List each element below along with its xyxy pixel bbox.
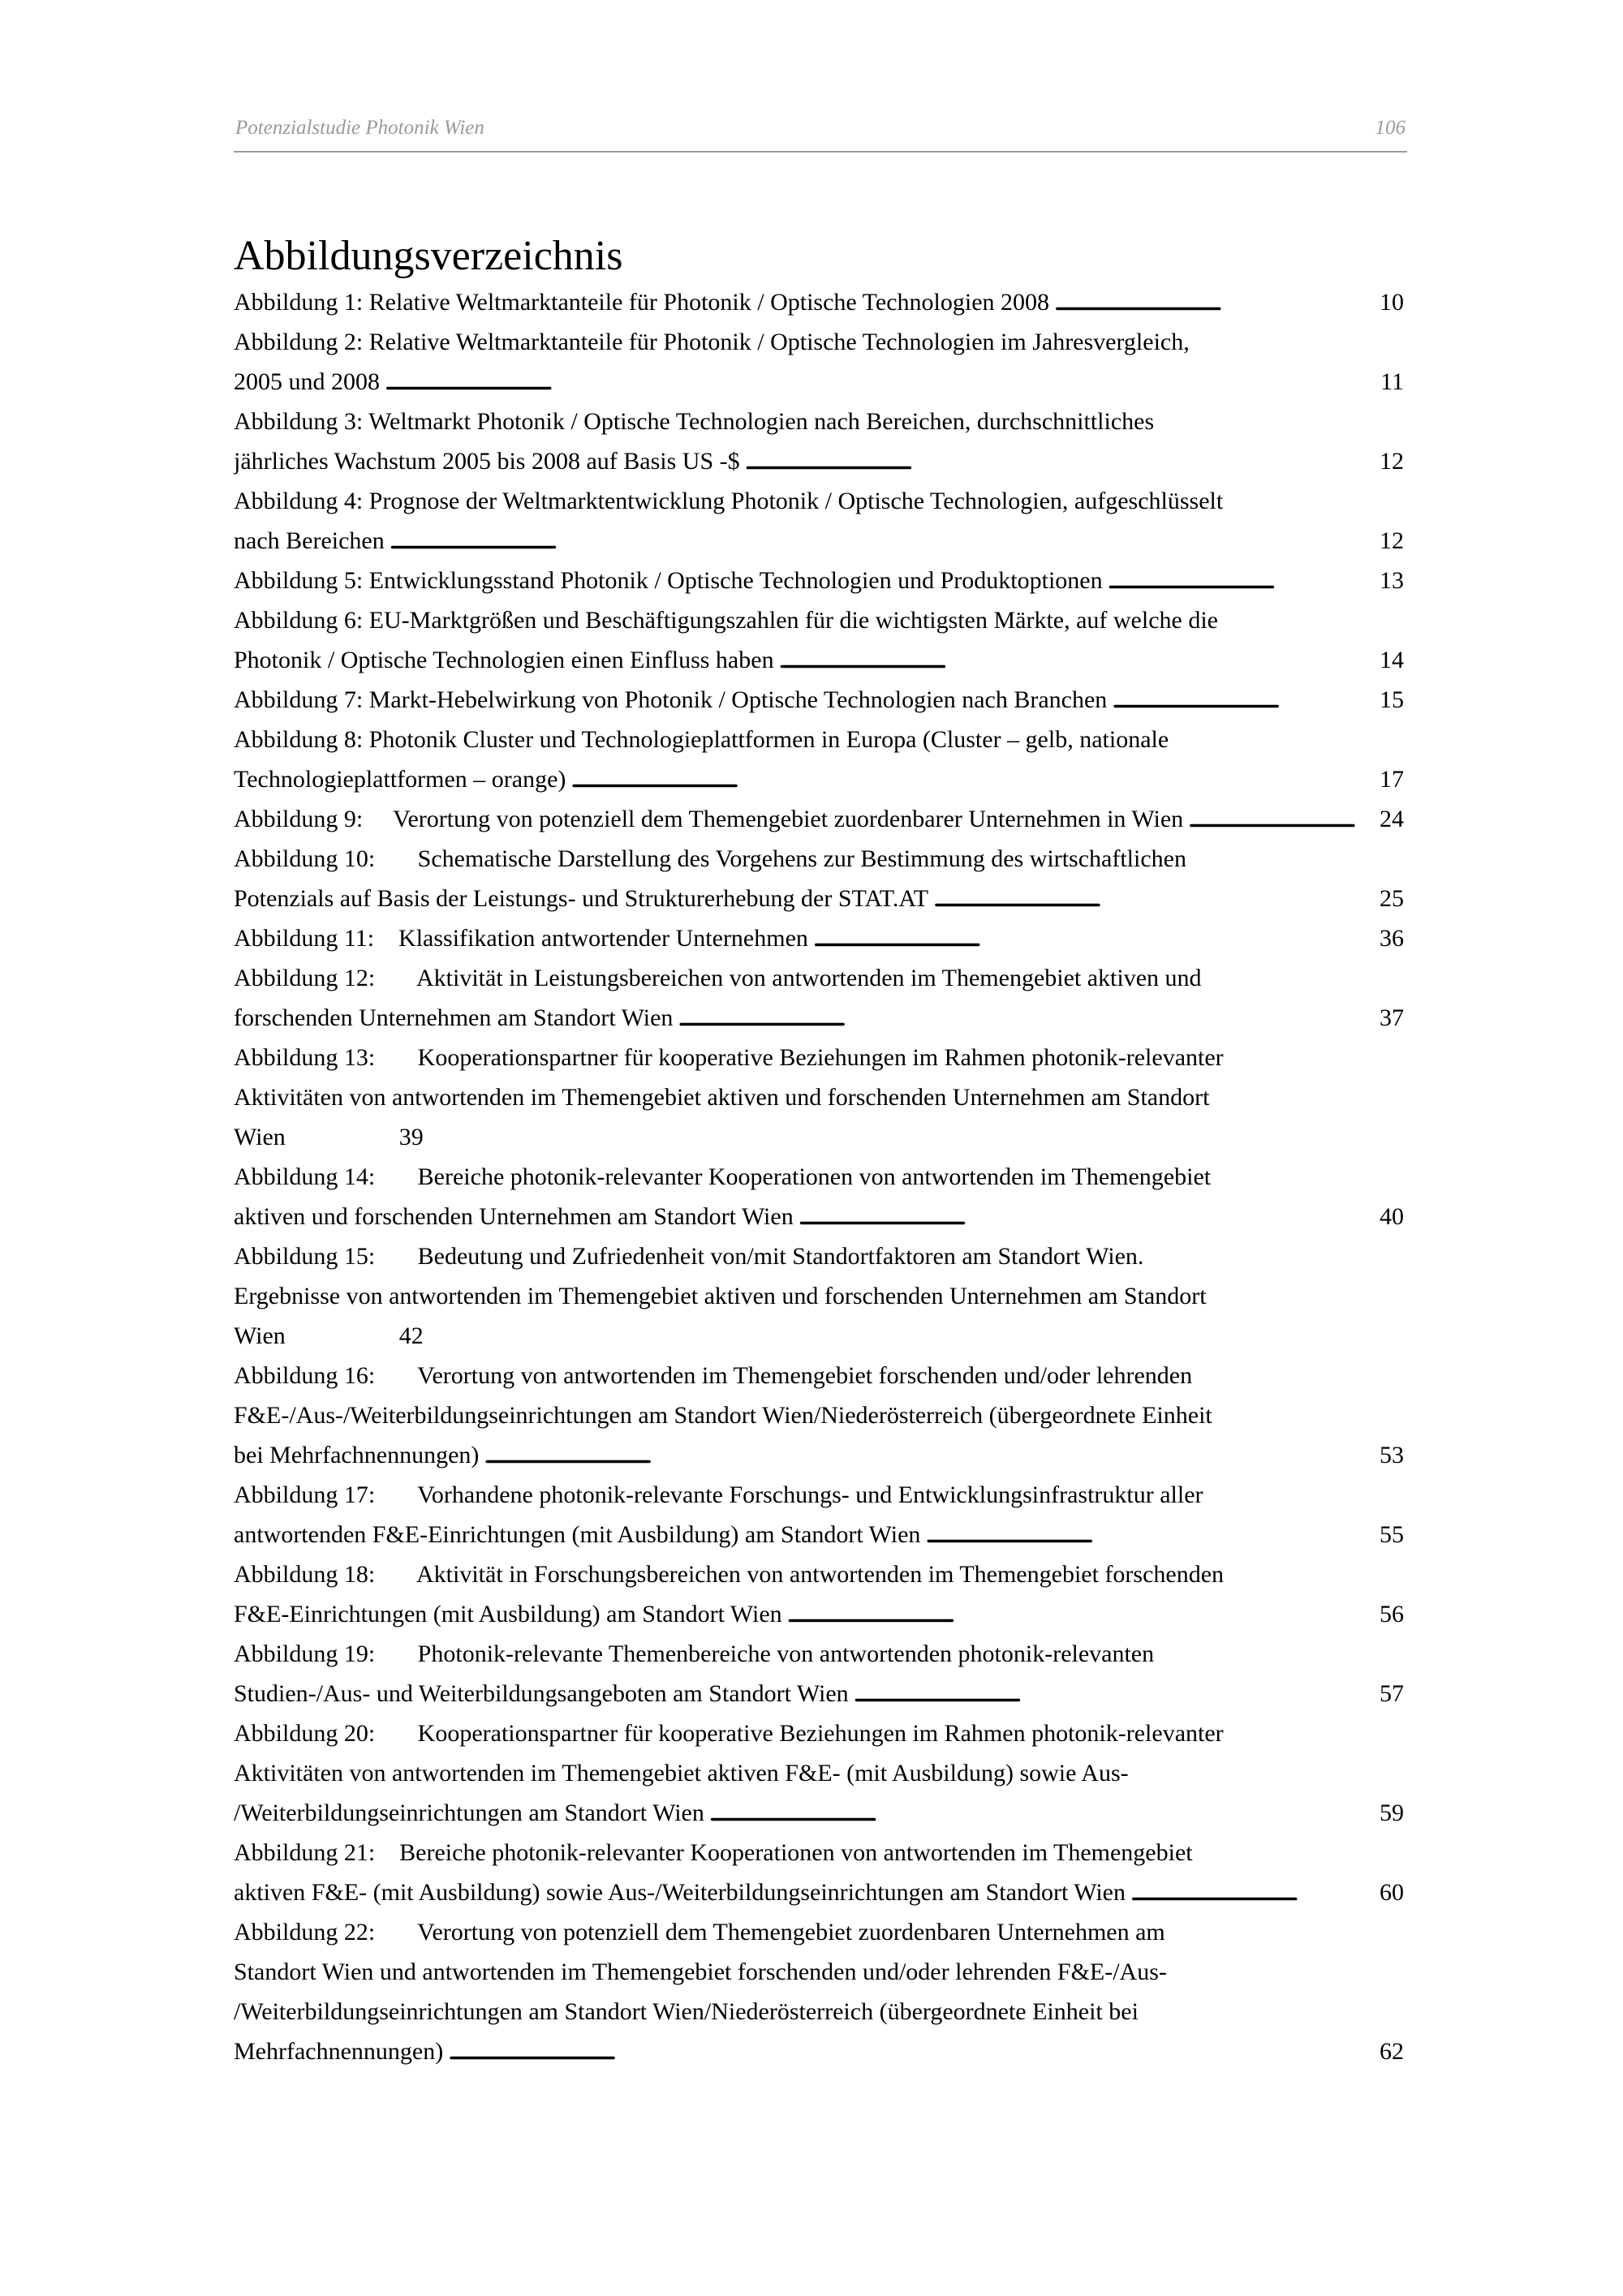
toc-entry[interactable] (234, 1475, 1404, 1554)
toc-entry-text: nach Bereichen (234, 527, 385, 554)
toc-leader-dots (1130, 1872, 1378, 1912)
toc-leader-dots (570, 759, 1378, 799)
toc-leader-dots (385, 362, 1379, 402)
toc-entry-text: Potenzials auf Basis der Leistungs- und Strukturerhebung der STAT.AT (234, 885, 929, 912)
toc-entry-page: 60 (1380, 1879, 1404, 1906)
toc-entry-text: Abbildung 16: Verortung von antwortenden im Themengebiet forschenden und/oder lehrenden (234, 1362, 1193, 1389)
toc-entry-text: Abbildung 21: Bereiche photonik-relevanter Kooperationen von antwortenden im Themengebiet (234, 1839, 1193, 1866)
toc-entry-text: Ergebnisse von antwortenden im Themengebiet aktiven und forschenden Unternehmen am Standort (234, 1283, 1207, 1309)
toc-entry-page: 24 (1380, 806, 1404, 832)
toc-entry[interactable] (234, 680, 1404, 720)
toc-leader-dots (854, 1674, 1378, 1713)
document-title: Potenzialstudie Photonik Wien (235, 117, 484, 139)
toc-entry-page: 57 (1380, 1680, 1404, 1707)
toc-entry-text: Abbildung 19: Photonik-relevante Themenbereiche von antwortenden photonik-relevanten (234, 1640, 1155, 1667)
toc-entry[interactable] (234, 1236, 1404, 1356)
toc-entry-page: 62 (1380, 2038, 1404, 2065)
toc-entry-text: Abbildung 14: Bereiche photonik-relevanter Kooperationen von antwortenden im Themengebiet (234, 1163, 1212, 1190)
toc-leader-dots (1188, 799, 1378, 839)
toc-entry-text: Abbildung 13: Kooperationspartner für kooperative Beziehungen im Rahmen photonik-relevanter (234, 1044, 1224, 1071)
toc-entry-text: aktiven F&E- (mit Ausbildung) sowie Aus-/Weiterbildungseinrichtungen am Standort Wien (234, 1879, 1126, 1906)
list-of-figures (234, 282, 1404, 2071)
toc-entry-text: /Weiterbildungseinrichtungen am Standort Wien (234, 1799, 704, 1826)
toc-entry-text: Abbildung 12: Aktivität in Leistungsbereichen von antwortenden im Themengebiet aktiven und (234, 965, 1202, 991)
toc-entry-page: 14 (1380, 647, 1404, 673)
toc-entry[interactable] (234, 720, 1404, 799)
toc-entry-page: 12 (1380, 527, 1404, 554)
toc-entry[interactable] (234, 1038, 1404, 1157)
toc-entry-text: Abbildung 10: Schematische Darstellung des Vorgehens zur Bestimmung des wirtschaftlichen (234, 845, 1186, 872)
page-header (234, 114, 1407, 153)
toc-entry[interactable] (234, 1356, 1404, 1475)
toc-entry[interactable] (234, 799, 1404, 839)
toc-entry-text: Studien-/Aus- und Weiterbildungsangeboten am Standort Wien (234, 1680, 849, 1707)
toc-entry-text: forschenden Unternehmen am Standort Wien (234, 1004, 674, 1031)
toc-entry-page: 42 (398, 1322, 424, 1349)
toc-entry-text: Abbildung 20: Kooperationspartner für kooperative Beziehungen im Rahmen photonik-relevanter (234, 1720, 1224, 1747)
toc-entry-page: 56 (1380, 1601, 1404, 1627)
toc-entry-page: 11 (1380, 368, 1404, 395)
toc-leader-dots (933, 879, 1378, 918)
page-number: 106 (1375, 117, 1406, 139)
toc-entry-text: jährliches Wachstum 2005 bis 2008 auf Basis US -$ (234, 448, 740, 475)
toc-entry-page: 25 (1380, 885, 1404, 912)
toc-leader-dots (390, 521, 1378, 561)
toc-entry-page: 39 (398, 1124, 424, 1150)
toc-leader-dots (787, 1594, 1378, 1634)
toc-entry-text: 2005 und 2008 (234, 368, 380, 395)
toc-entry[interactable] (234, 282, 1404, 322)
toc-entry[interactable] (234, 402, 1404, 481)
toc-entry-text: Wien (234, 1124, 286, 1150)
toc-entry-text: /Weiterbildungseinrichtungen am Standort Wien/Niederösterreich (übergeordnete Einheit bei (234, 1998, 1139, 2025)
list-of-figures-heading: Abbildungsverzeichnis (234, 233, 623, 279)
toc-entry-text: Aktivitäten von antwortenden im Themengebiet aktiven F&E- (mit Ausbildung) sowie Aus- (234, 1760, 1129, 1786)
toc-leader-dots (448, 2032, 1378, 2071)
toc-leader-dots (799, 1197, 1378, 1236)
toc-entry[interactable] (234, 958, 1404, 1038)
toc-entry[interactable] (234, 1833, 1404, 1912)
toc-entry-text: Mehrfachnennungen) (234, 2038, 444, 2065)
toc-leader-dots (1054, 282, 1378, 322)
toc-entry-text: Abbildung 4: Prognose der Weltmarktentwicklung Photonik / Optische Technologien, aufgeschlüsselt (234, 488, 1224, 514)
toc-entry[interactable] (234, 918, 1404, 958)
toc-entry-text: Abbildung 3: Weltmarkt Photonik / Optische Technologien nach Bereichen, durchschnittliches (234, 408, 1155, 435)
toc-entry[interactable] (234, 481, 1404, 561)
toc-entry-page: 36 (1380, 925, 1404, 952)
toc-entry-text: Abbildung 18: Aktivität in Forschungsbereichen von antwortenden im Themengebiet forschenden (234, 1561, 1225, 1588)
toc-entry-page: 55 (1380, 1521, 1404, 1548)
toc-entry-text: Photonik / Optische Technologien einen Einfluss haben (234, 647, 774, 673)
toc-entry[interactable] (234, 1713, 1404, 1833)
toc-entry-page: 40 (1380, 1203, 1404, 1230)
toc-leader-dots (484, 1435, 1378, 1475)
toc-entry-text: Standort Wien und antwortenden im Themengebiet forschenden und/oder lehrenden F&E-/Aus- (234, 1958, 1167, 1985)
toc-entry-page: 10 (1380, 289, 1404, 316)
toc-entry[interactable] (234, 1634, 1404, 1713)
toc-entry-text: F&E-/Aus-/Weiterbildungseinrichtungen am Standort Wien/Niederösterreich (übergeordnete Einheit (234, 1402, 1212, 1429)
toc-entry-text: Abbildung 5: Entwicklungsstand Photonik / Optische Technologien und Produktoptionen (234, 567, 1103, 594)
toc-leader-dots (709, 1793, 1378, 1833)
toc-entry-text: Abbildung 6: EU-Marktgrößen und Beschäftigungszahlen für die wichtigsten Märkte, auf welche die (234, 607, 1218, 634)
toc-leader-dots (779, 640, 1378, 680)
toc-entry[interactable] (234, 1554, 1404, 1634)
toc-leader-dots (1112, 680, 1378, 720)
toc-entry-page: 15 (1380, 686, 1404, 713)
toc-entry-page: 59 (1380, 1799, 1404, 1826)
toc-entry-text: Abbildung 9: Verortung von potenziell dem Themengebiet zuordenbarer Unternehmen in Wien (234, 806, 1184, 832)
toc-entry-text: Abbildung 22: Verortung von potenziell dem Themengebiet zuordenbaren Unternehmen am (234, 1919, 1165, 1946)
toc-entry-text: Wien (234, 1322, 286, 1349)
toc-entry-text: aktiven und forschenden Unternehmen am Standort Wien (234, 1203, 794, 1230)
toc-entry[interactable] (234, 1157, 1404, 1236)
toc-entry-page: 13 (1380, 567, 1404, 594)
toc-entry[interactable] (234, 561, 1404, 600)
toc-entry-text: bei Mehrfachnennungen) (234, 1442, 480, 1468)
toc-entry-text: Abbildung 8: Photonik Cluster und Technologieplattformen in Europa (Cluster – gelb, nationale (234, 726, 1169, 753)
toc-leader-dots (678, 998, 1378, 1038)
toc-entry-text: Abbildung 15: Bedeutung und Zufriedenheit von/mit Standortfaktoren am Standort Wien. (234, 1243, 1144, 1270)
toc-entry-text: Abbildung 7: Markt-Hebelwirkung von Photonik / Optische Technologien nach Branchen (234, 686, 1108, 713)
toc-entry-text: Aktivitäten von antwortenden im Themengebiet aktiven und forschenden Unternehmen am Standort (234, 1084, 1210, 1111)
toc-entry-text: Abbildung 2: Relative Weltmarktanteile für Photonik / Optische Technologien im Jahresvergleich, (234, 329, 1190, 355)
toc-entry[interactable] (234, 1912, 1404, 2071)
toc-entry-text: Technologieplattformen – orange) (234, 766, 566, 793)
toc-entry[interactable] (234, 322, 1404, 402)
toc-entry-text: Abbildung 1: Relative Weltmarktanteile für Photonik / Optische Technologien 2008 (234, 289, 1050, 316)
toc-leader-dots (813, 918, 1378, 958)
toc-entry-page: 37 (1380, 1004, 1404, 1031)
toc-entry-text: antwortenden F&E-Einrichtungen (mit Ausbildung) am Standort Wien (234, 1521, 921, 1548)
toc-entry-page: 17 (1380, 766, 1404, 793)
toc-entry-page: 12 (1380, 448, 1404, 475)
toc-entry[interactable] (234, 600, 1404, 680)
toc-leader-dots (1108, 561, 1378, 600)
toc-entry-text: Abbildung 17: Vorhandene photonik-relevante Forschungs- und Entwicklungsinfrastruktur aller (234, 1481, 1203, 1508)
toc-leader-dots (745, 441, 1378, 481)
toc-entry-page: 53 (1380, 1442, 1404, 1468)
toc-entry[interactable] (234, 839, 1404, 918)
toc-entry-text: F&E-Einrichtungen (mit Ausbildung) am Standort Wien (234, 1601, 782, 1627)
toc-leader-dots (925, 1515, 1378, 1554)
toc-entry-text: Abbildung 11: Klassifikation antwortender Unternehmen (234, 925, 808, 952)
